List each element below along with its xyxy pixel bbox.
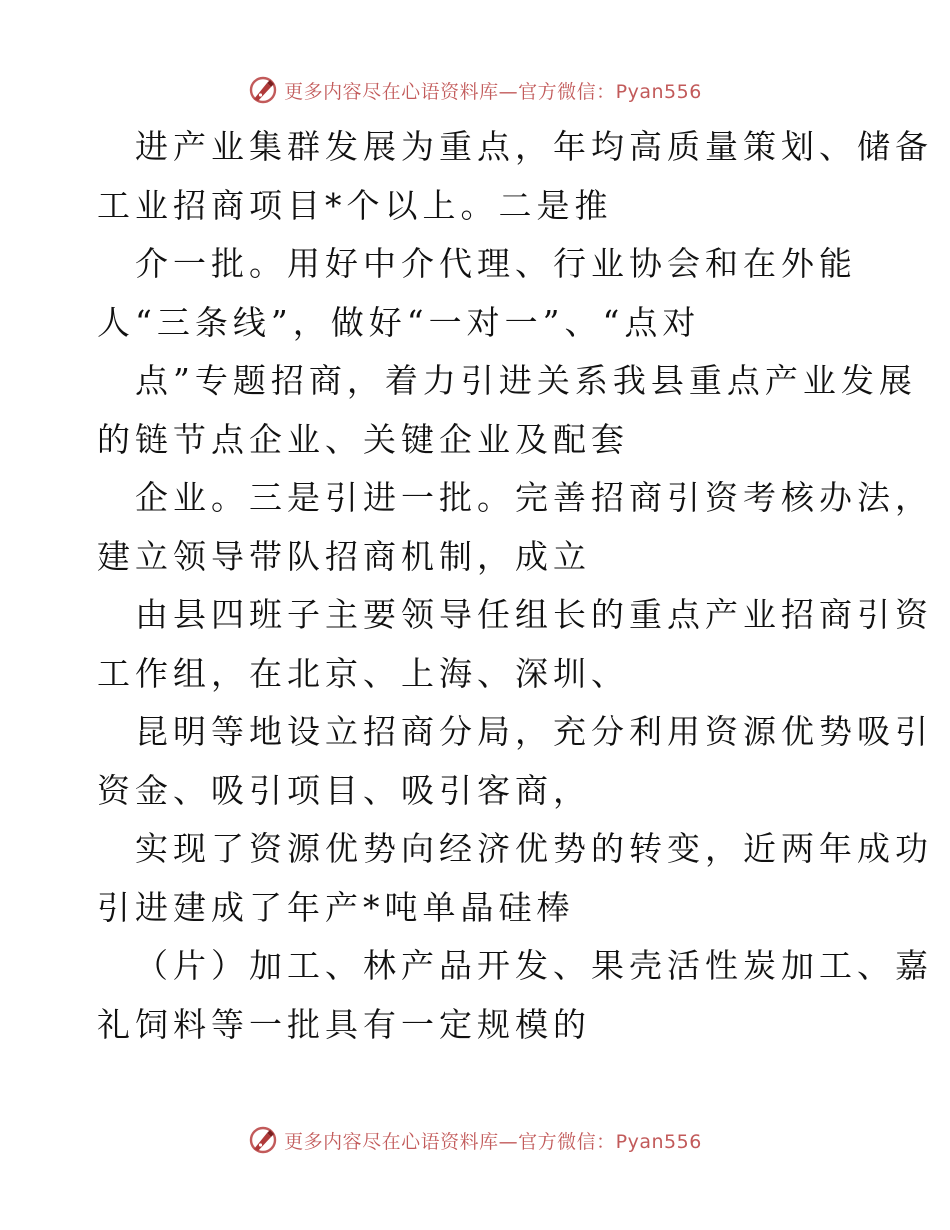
text-line: 引进建成了年产*吨单晶硅棒: [97, 887, 575, 927]
header-watermark-inner: [248, 75, 702, 105]
pen-nib-logo-icon: [248, 1125, 278, 1155]
text-line: 建立领导带队招商机制，成立: [97, 536, 591, 576]
text-line: 介一批。用好中介代理、行业协会和在外能: [135, 244, 857, 283]
header-watermark-banner: [0, 70, 950, 110]
text-line: 由县四班子主要领导任组长的重点产业招商引资: [135, 595, 933, 634]
text-line: 人“三条线”，做好“一对一”、“点对: [97, 302, 701, 342]
text-line: 资金、吸引项目、吸引客商，: [97, 770, 591, 810]
footer-watermark-banner: [0, 1120, 950, 1160]
header-watermark-text: 更多内容尽在心语资料库—官方微信：Pyan556: [284, 80, 702, 103]
text-line: 点”专题招商，着力引进关系我县重点产业发展: [135, 361, 917, 400]
text-line: 工业招商项目*个以上。二是推: [97, 185, 613, 225]
text-line: 礼饲料等一批具有一定规模的: [97, 1004, 591, 1044]
footer-watermark-text: 更多内容尽在心语资料库—官方微信：Pyan556: [284, 1130, 702, 1153]
text-line: （片）加工、林产品开发、果壳活性炭加工、嘉: [135, 946, 933, 985]
text-line: 的链节点企业、关键企业及配套: [97, 419, 629, 459]
text-line: 企业。三是引进一批。完善招商引资考核办法，: [135, 478, 933, 517]
pen-nib-logo-icon: [248, 75, 278, 105]
document-body: [97, 118, 933, 1054]
text-line: 昆明等地设立招商分局，充分利用资源优势吸引: [135, 712, 933, 751]
text-line: 工作组，在北京、上海、深圳、: [97, 653, 629, 693]
footer-watermark-inner: [248, 1125, 702, 1155]
text-line: 进产业集群发展为重点，年均高质量策划、储备: [135, 127, 933, 166]
text-line: 实现了资源优势向经济优势的转变，近两年成功: [135, 829, 933, 868]
